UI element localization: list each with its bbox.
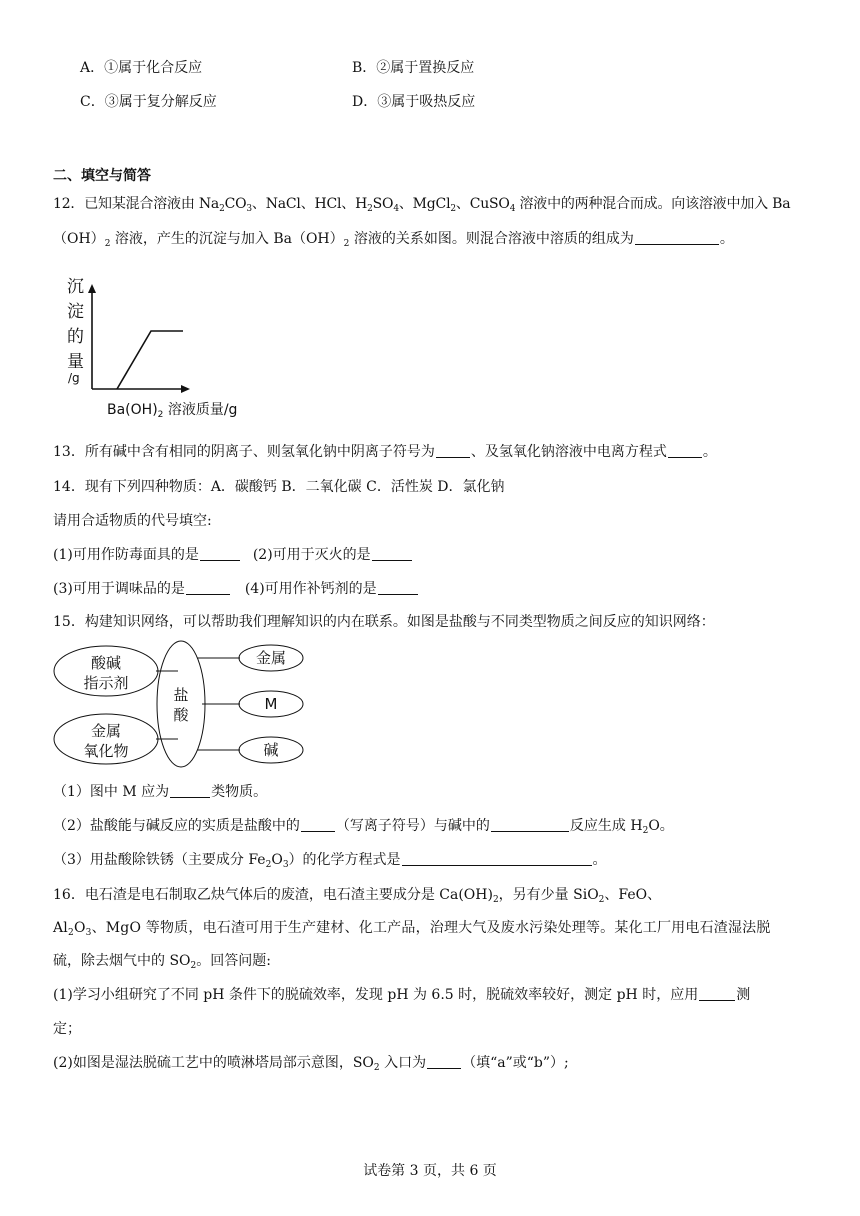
hydrochloric-acid-network-diagram [50,638,320,773]
q15-part2: （2）盐酸能与碱反应的实质是盐酸中的 （写离子符号）与碱中的 反应生成 $H_2O$。 [53,818,674,836]
q12-line1: 12．已知某混合溶液由 $Na_2CO_3$、NaCl、HCl、$H_2SO_4$、MgCl$_2$、CuSO$_4$ 溶液中的两种混合而成。向该溶液中加入 Ba [53,196,791,214]
node-m-label: M [264,695,278,713]
node-metal-oxide-line1: 金属 [90,722,122,740]
q16-blank-2[interactable] [427,1054,461,1069]
q16-line3: 硫，除去烟气中的 $SO_2$。回答问题: [53,953,271,971]
node-metal-label: 金属 [255,649,287,667]
q14-blank-4[interactable] [378,580,418,595]
section-title: 二、填空与简答 [53,168,151,184]
node-base-label: 碱 [263,741,279,759]
option-b: B．②属于置换反应 [352,60,475,76]
q12-line2: $(OH)_2$ 溶液，产生的沉淀与加入 $Ba(OH)_2$ 溶液的关系如图。则混合溶液中溶质的组成为 。 [53,231,734,249]
chart-y-char-3: 的 [67,327,84,347]
q15-blank-2[interactable] [301,817,335,832]
q14-row2: (3)可用于调味品的是 (4)可用作补钙剂的是 [53,579,419,599]
q15-part1: （1）图中 M 应为 类物质。 [53,784,268,800]
node-indicator-line1: 酸碱 [90,654,122,672]
q14-title: 14．现有下列四种物质：A．碳酸钙 B．二氧化碳 C．活性炭 D．氯化钠 [53,479,505,495]
page-footer: 试卷第 3 页，共 6 页 [363,1163,497,1179]
option-d: D．③属于吸热反应 [352,94,476,110]
node-hcl [157,641,205,767]
q14-blank-2[interactable] [372,546,412,561]
q15-part3: （3）用盐酸除铁锈（主要成分 $Fe_2O_3$）的化学方程式是 。 [53,852,607,870]
q13: 13．所有碱中含有相同的阴离子、则氢氧化钠中阴离子符号为 、及氢氧化钠溶液中电离方程式 。 [53,444,717,460]
node-indicator-line2: 指示剂 [83,674,129,692]
chart-x-label: $Ba(OH)_2$ 溶液质量/g [107,402,238,420]
q14-row1: (1)可用作防毒面具的是 (2)可用于灭火的是 [53,545,413,565]
q16-part2: (2)如图是湿法脱硫工艺中的喷淋塔局部示意图，$SO_2$ 入口为 （填“a”或“b”）; [53,1055,569,1073]
chart-y-char-4: 量 [67,352,84,372]
chart-x-arrow [181,385,190,393]
q14-blank-3[interactable] [186,580,230,595]
q15-blank-1[interactable] [170,783,210,798]
chart-y-char-2: 淀 [67,302,84,322]
q13-blank-1[interactable] [436,443,470,458]
q16-blank-1[interactable] [699,986,735,1001]
q15-blank-4[interactable] [402,851,592,866]
node-hcl-line1: 盐 [173,686,189,704]
q12-answer-blank[interactable] [635,230,719,245]
q16-part1-cont: 定； [53,1021,81,1037]
q16-line2: $Al_2O_3$、MgO 等物质，电石渣可用于生产建材、化工产品，治理大气及废水污染处理等。某化工厂用电石渣湿法脱 [53,920,771,938]
chart-y-unit: /g [68,371,80,385]
q14-instruction: 请用合适物质的代号填空: [53,513,212,529]
precipitate-chart [55,272,265,422]
q15-blank-3[interactable] [491,817,569,832]
chart-data-line [117,331,183,389]
q15-title: 15．构建知识网络，可以帮助我们理解知识的内在联系。如图是盐酸与不同类型物质之间反应的知识网络： [53,614,715,630]
option-c: C．③属于复分解反应 [80,94,217,110]
node-hcl-line2: 酸 [173,706,189,724]
q13-blank-2[interactable] [668,443,702,458]
chart-y-arrow [88,284,96,293]
q14-blank-1[interactable] [200,546,240,561]
option-a: A．①属于化合反应 [80,60,203,76]
q16-part1: (1)学习小组研究了不同 pH 条件下的脱硫效率，发现 pH 为 6.5 时，脱硫效率较好，测定 pH 时，应用 测 [53,987,751,1003]
chart-y-char-1: 沉 [67,277,84,297]
node-metal-oxide-line2: 氧化物 [83,742,129,760]
q16-line1: 16．电石渣是电石制取乙炔气体后的废渣，电石渣主要成分是 $Ca(OH)_2$，另有少量 SiO$_2$、FeO、 [53,887,662,905]
